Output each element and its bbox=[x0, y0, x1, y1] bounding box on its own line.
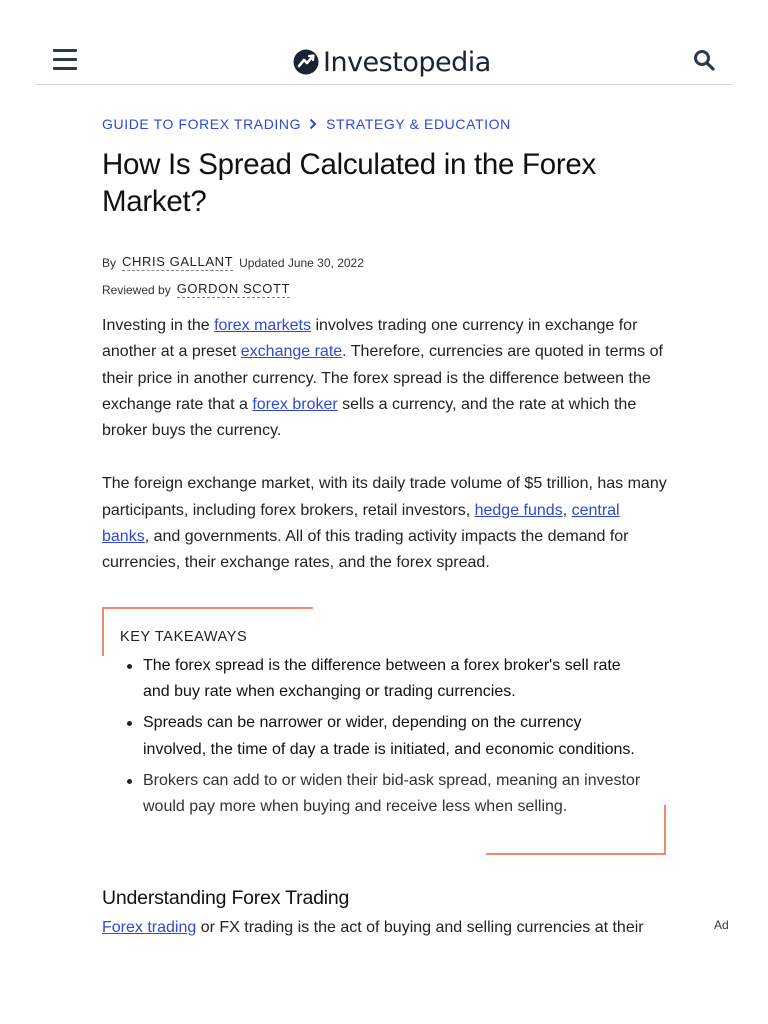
text-span: Investing in the bbox=[102, 317, 215, 334]
intro-paragraph bbox=[102, 313, 668, 444]
site-header bbox=[36, 30, 733, 85]
accent-border bbox=[664, 805, 666, 855]
search-icon[interactable] bbox=[693, 49, 715, 71]
section-heading: Understanding Forex Trading bbox=[102, 887, 350, 910]
breadcrumb-item-strategy[interactable]: STRATEGY & EDUCATION bbox=[326, 116, 511, 132]
ad-label: Ad bbox=[714, 918, 729, 932]
byline bbox=[102, 249, 668, 303]
text-span: or FX trading is the act of buying and selling currencies at their bbox=[196, 919, 644, 937]
key-takeaways-box bbox=[102, 607, 666, 856]
article-title: How Is Spread Calculated in the Forex Market? bbox=[102, 148, 596, 218]
market-paragraph bbox=[102, 471, 668, 576]
central-banks-link[interactable]: central banks bbox=[102, 501, 620, 546]
list-item: Brokers can add to or widen their bid-ask spread, meaning an investor would pay more when buying and receive less when selling. bbox=[120, 768, 646, 821]
article-content bbox=[102, 112, 668, 942]
hamburger-menu-icon[interactable] bbox=[53, 49, 77, 71]
exchange-rate-link[interactable]: exchange rate bbox=[240, 343, 343, 361]
by-label: By bbox=[102, 255, 117, 270]
text-span: , bbox=[562, 501, 572, 519]
reviewer-link[interactable]: GORDON SCOTT bbox=[176, 281, 291, 296]
forex-trading-link[interactable]: Forex trading bbox=[102, 919, 197, 937]
accent-border bbox=[486, 853, 666, 855]
site-logo[interactable] bbox=[293, 44, 491, 80]
hedge-funds-link[interactable]: hedge funds bbox=[474, 501, 563, 519]
text-span: sells a currency, and the rate at which the broker buys the currency. bbox=[102, 395, 637, 440]
accent-border bbox=[102, 607, 313, 609]
text-span: , and governments. All of this trading activity impacts the demand for currencies, their exchange rates, and the forex spread. bbox=[102, 528, 629, 572]
breadcrumb-item-guide[interactable]: GUIDE TO FOREX TRADING bbox=[102, 116, 302, 132]
list-item: Spreads can be narrower or wider, depending on the currency involved, the time of day a trade is initiated, and economic conditions. bbox=[120, 710, 646, 763]
breadcrumb bbox=[102, 112, 668, 136]
forex-trading-paragraph bbox=[102, 915, 668, 941]
updated-date: Updated June 30, 2022 bbox=[239, 255, 364, 270]
forex-markets-link[interactable]: forex markets bbox=[214, 317, 311, 334]
text-span: . Therefore, currencies are quoted in terms of their price in another currency. The forex spread is the difference between the exchange rate that a bbox=[102, 343, 663, 413]
key-takeaways-title: KEY TAKEAWAYS bbox=[120, 628, 248, 645]
investopedia-logo-icon bbox=[293, 49, 319, 75]
key-takeaways-list bbox=[120, 653, 646, 821]
chevron-right-icon bbox=[307, 118, 319, 130]
text-span: involves trading one currency in exchange for another at a preset bbox=[102, 317, 638, 361]
logo-text: Investopedia bbox=[323, 46, 491, 78]
author-link[interactable]: CHRIS GALLANT bbox=[122, 254, 234, 269]
list-item: The forex spread is the difference between a forex broker's sell rate and buy rate when exchanging or trading currencies. bbox=[120, 653, 646, 706]
forex-broker-link[interactable]: forex broker bbox=[252, 395, 338, 413]
reviewed-by-label: Reviewed by bbox=[102, 282, 171, 297]
text-span: The foreign exchange market, with its daily trade volume of $5 trillion, has many participants, including forex brokers, retail investors, bbox=[102, 475, 667, 519]
accent-border bbox=[102, 607, 104, 656]
